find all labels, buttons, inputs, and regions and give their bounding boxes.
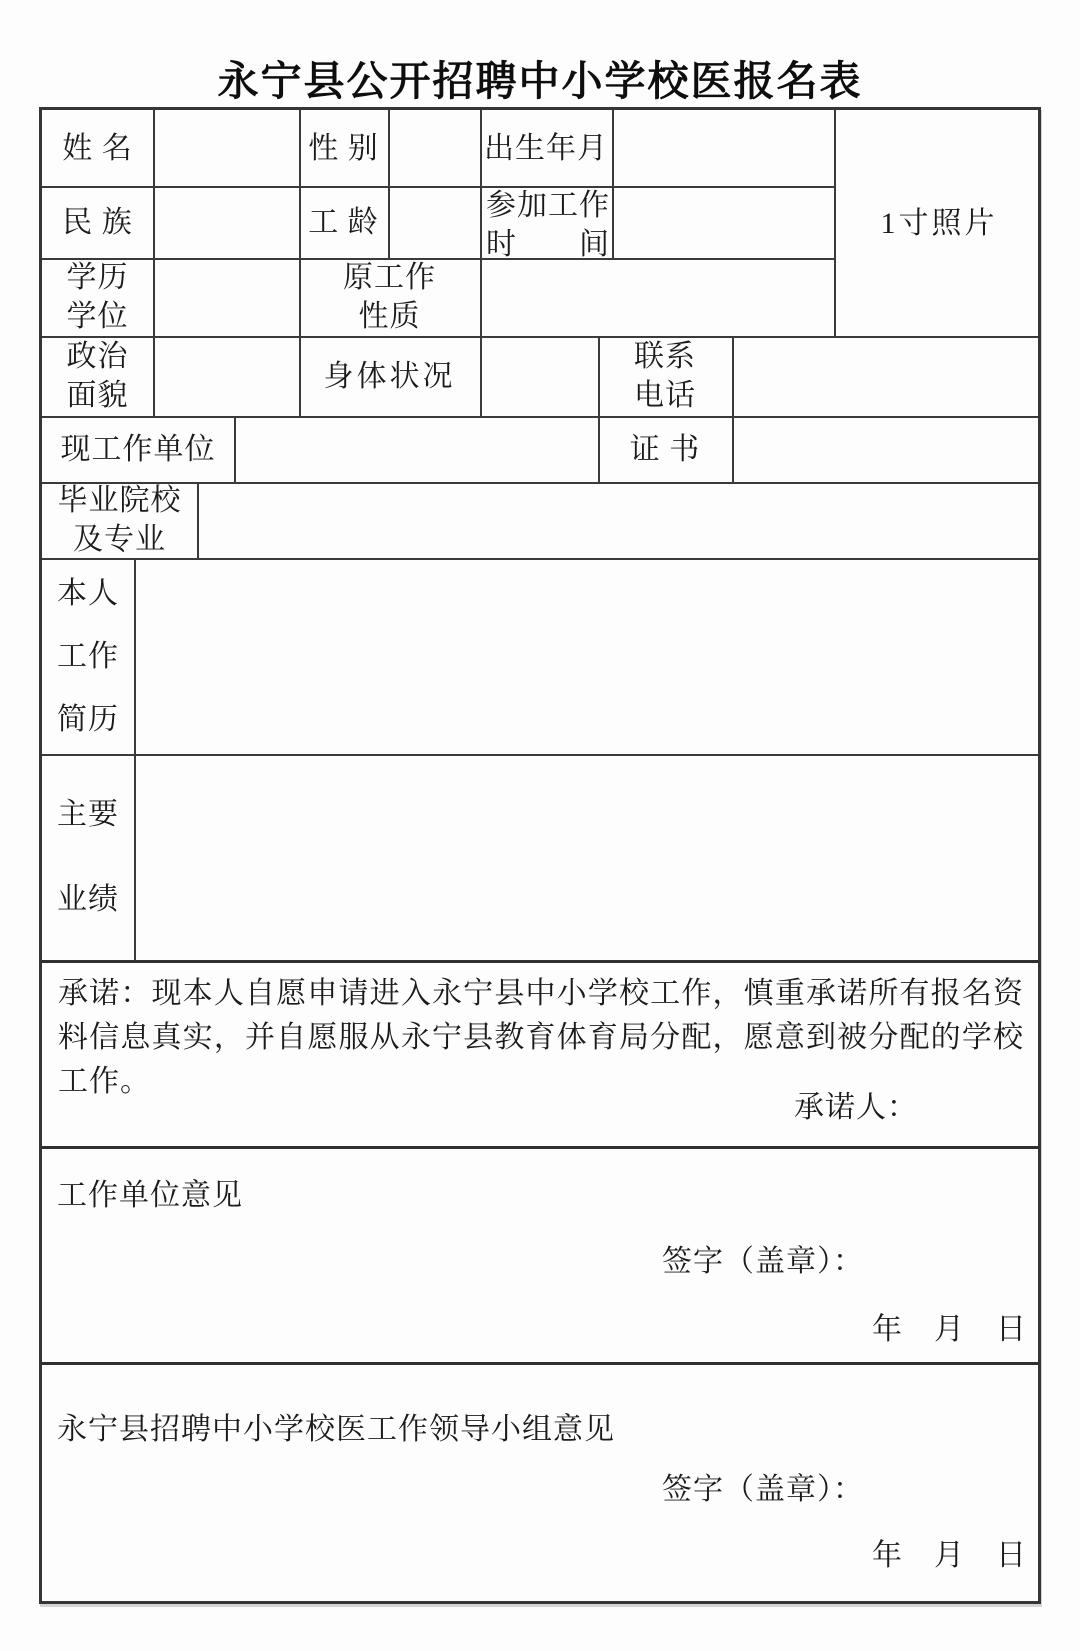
original-work-nature-line2: 性质 bbox=[358, 300, 421, 333]
committee-opinion-heading: 永宁县招聘中小学校医工作领导小组意见 bbox=[57, 1413, 615, 1446]
form-table bbox=[39, 107, 1041, 1604]
political-status-label bbox=[42, 336, 153, 416]
contact-phone-line2: 电话 bbox=[634, 379, 696, 412]
health-status-value-cell bbox=[480, 336, 598, 416]
commitment-text: 承诺：现本人自愿申请进入永宁县中小学校工作，慎重承诺所有报名资料信息真实，并自愿服从永宁县教育体育局分配，愿意到被分配的学校工作。 bbox=[58, 977, 1024, 1098]
work-start-time-label bbox=[486, 186, 612, 261]
education-degree-label bbox=[42, 258, 153, 336]
school-major-line2: 及专业 bbox=[73, 523, 166, 556]
committee-opinion-section bbox=[42, 1362, 1044, 1607]
employer-opinion-sign-label: 签字（盖章）： bbox=[662, 1245, 864, 1278]
work-resume-value-cell bbox=[134, 558, 1044, 754]
employer-opinion-heading: 工作单位意见 bbox=[57, 1179, 243, 1212]
main-achievements-line1: 主要 bbox=[57, 798, 119, 831]
main-achievements-label bbox=[42, 754, 134, 960]
ethnicity-label: 民 族 bbox=[62, 205, 133, 239]
work-resume-line2: 工作 bbox=[57, 639, 119, 673]
gender-label: 性 别 bbox=[308, 131, 379, 165]
work-years-label: 工 龄 bbox=[308, 205, 379, 239]
birth-date-label: 出生年月 bbox=[484, 131, 608, 165]
contact-phone-label bbox=[598, 336, 732, 416]
main-achievements-value-cell bbox=[134, 754, 1044, 960]
school-major-label bbox=[42, 482, 197, 558]
name-value-cell bbox=[153, 110, 299, 186]
work-start-time-line1: 参加工作 bbox=[486, 189, 610, 222]
photo-placeholder: 1寸照片 bbox=[880, 206, 998, 240]
name-label: 姓 名 bbox=[62, 131, 133, 165]
education-degree-value-cell bbox=[153, 258, 299, 336]
certificate-label: 证 书 bbox=[629, 432, 701, 466]
original-work-nature-label bbox=[299, 258, 480, 336]
current-employer-label: 现工作单位 bbox=[60, 432, 216, 466]
work-resume-line1: 本人 bbox=[57, 576, 119, 610]
political-status-line1: 政治 bbox=[66, 340, 129, 373]
committee-opinion-date-label: 年 月 日 bbox=[872, 1539, 1027, 1572]
health-status-label: 身体状况 bbox=[323, 359, 456, 393]
work-resume-line3: 简历 bbox=[57, 702, 119, 736]
employer-opinion-date-label: 年 月 日 bbox=[872, 1313, 1027, 1346]
work-years-value-cell bbox=[388, 186, 480, 258]
ethnicity-value-cell bbox=[153, 186, 299, 258]
original-work-nature-value-cell bbox=[480, 258, 834, 336]
school-major-value-cell bbox=[197, 482, 1044, 558]
form-title: 永宁县公开招聘中小学校医报名表 bbox=[217, 58, 863, 104]
contact-phone-value-cell bbox=[732, 336, 1044, 416]
work-start-time-line2: 时 间 bbox=[486, 228, 610, 261]
education-degree-line1: 学历 bbox=[66, 261, 129, 294]
original-work-nature-line1: 原工作 bbox=[343, 261, 436, 294]
certificate-value-cell bbox=[732, 416, 1044, 482]
current-employer-value-cell bbox=[234, 416, 598, 482]
education-degree-line2: 学位 bbox=[66, 300, 129, 333]
political-status-line2: 面貌 bbox=[66, 379, 129, 412]
commitment-section bbox=[42, 960, 1044, 1146]
political-status-value-cell bbox=[153, 336, 299, 416]
gender-value-cell bbox=[388, 110, 480, 186]
commitment-signer-label: 承诺人： bbox=[794, 1091, 918, 1124]
employer-opinion-section bbox=[42, 1146, 1044, 1362]
school-major-line1: 毕业院校 bbox=[57, 484, 182, 517]
birth-date-value-cell bbox=[612, 110, 834, 186]
contact-phone-line1: 联系 bbox=[634, 340, 696, 373]
work-start-time-value-cell bbox=[612, 186, 834, 258]
work-resume-label bbox=[42, 558, 134, 754]
main-achievements-line2: 业绩 bbox=[57, 883, 119, 916]
committee-opinion-sign-label: 签字（盖章）： bbox=[662, 1473, 864, 1506]
